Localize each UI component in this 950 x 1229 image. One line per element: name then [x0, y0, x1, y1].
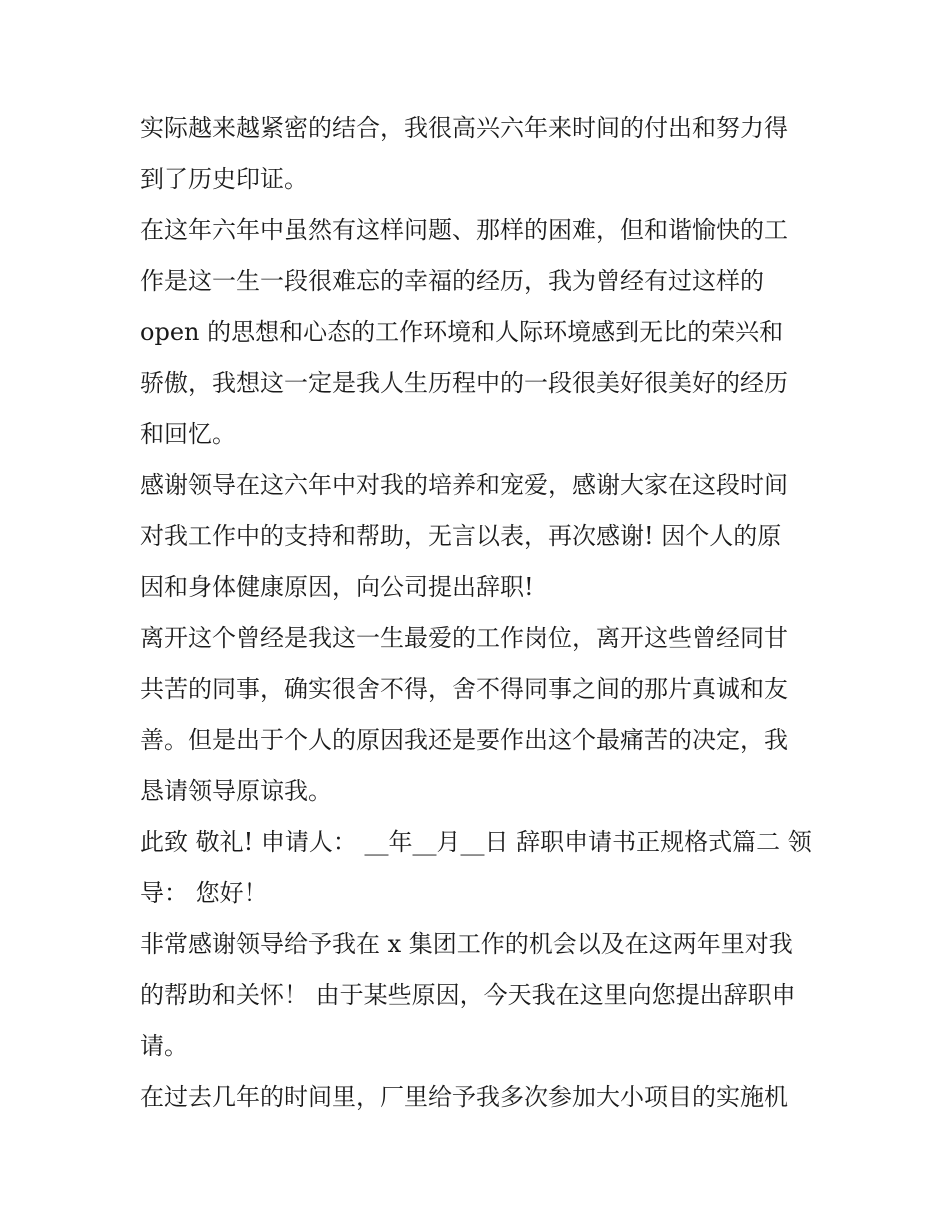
text-line: 和回忆。: [140, 420, 236, 448]
text-line: 对我工作中的支持和帮助，无言以表，再次感谢! 因个人的原: [140, 522, 782, 550]
text-line: 非常感谢领导给予我在 x 集团工作的机会以及在这两年里对我: [140, 930, 793, 958]
text-line: 作是这一生一段很难忘的幸福的经历，我为曾经有过这样的: [140, 267, 764, 295]
text-line: open 的思想和心态的工作环境和人际环境感到无比的荣兴和: [140, 318, 784, 346]
text-line: 因和身体健康原因，向公司提出辞职!: [140, 573, 534, 601]
text-line: 恳请领导原谅我。: [140, 777, 332, 805]
text-line: 到了历史印证。: [140, 165, 308, 193]
text-line: 导： 您好！: [140, 879, 268, 907]
document-body: [140, 103, 820, 1123]
text-line: 请。: [140, 1032, 188, 1060]
text-line: 善。但是出于个人的原因我还是要作出这个最痛苦的决定，我: [140, 726, 788, 754]
text-line: 实际越来越紧密的结合，我很高兴六年来时间的付出和努力得: [140, 114, 788, 142]
text-line: 在过去几年的时间里，厂里给予我多次参加大小项目的实施机: [140, 1083, 788, 1111]
text-line: 共苦的同事，确实很舍不得，舍不得同事之间的那片真诚和友: [140, 675, 788, 703]
text-line: 的帮助和关怀！ 由于某些原因，今天我在这里向您提出辞职申: [140, 981, 796, 1009]
text-line: 感谢领导在这六年中对我的培养和宠爱，感谢大家在这段时间: [140, 471, 788, 499]
text-line: 骄傲，我想这一定是我人生历程中的一段很美好很美好的经历: [140, 369, 788, 397]
text-line: 在这年六年中虽然有这样问题、那样的困难，但和谐愉快的工: [140, 216, 788, 244]
text-line: 离开这个曾经是我这一生最爱的工作岗位，离开这些曾经同甘: [140, 624, 788, 652]
text-line: 此致 敬礼! 申请人： __年__月__日 辞职申请书正规格式篇二 领: [140, 828, 812, 856]
